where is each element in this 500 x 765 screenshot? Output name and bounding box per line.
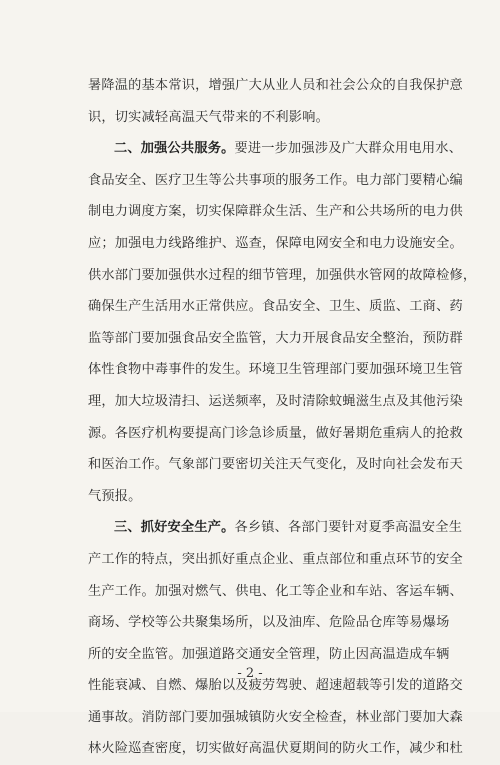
text-line: 性能衰减、自燃、爆胎以及疲劳驾驶、超速超载等引发的道路交 bbox=[88, 678, 463, 694]
section-heading-3: 三、抓好安全生产。 bbox=[114, 520, 235, 536]
text-line: 体性食物中毒事件的发生。环境卫生管理部门要加强环境卫生管 bbox=[88, 362, 463, 378]
text-line: 通事故。消防部门要加强城镇防火安全检查，林业部门要加大森 bbox=[88, 709, 463, 725]
text-line: 监等部门要加强食品安全监管，大力开展食品安全整治，预防群 bbox=[88, 330, 463, 346]
text-line: 和医治工作。气象部门要密切关注天气变化，及时向社会发布天 bbox=[88, 457, 463, 473]
text-line: 识，切实减轻高温天气带来的不利影响。 bbox=[88, 109, 329, 125]
text-line: 产工作的特点，突出抓好重点企业、重点部位和重点环节的安全 bbox=[88, 551, 463, 567]
text-line: 商场、学校等公共聚集场所，以及油库、危险品仓库等易爆场 bbox=[88, 615, 450, 631]
page-number: - 2 - bbox=[237, 666, 263, 681]
section-paragraph-3 bbox=[88, 512, 463, 544]
text-line: 暑降温的基本常识，增强广大从业人员和社会公众的自我保护意 bbox=[88, 78, 463, 93]
text-line: 源。各医疗机构要提高门诊急诊质量，做好暑期危重病人的抢救 bbox=[88, 425, 463, 441]
text-line: 气预报。 bbox=[88, 488, 142, 504]
text-line: 所的安全监管。加强道路交通安全管理，防止因高温造成车辆 bbox=[88, 646, 450, 662]
text-line: 林火险巡查密度，切实做好高温伏夏期间的防火工作，减少和杜 bbox=[88, 741, 463, 757]
text-line: 应；加强电力线路维护、巡查，保障电网安全和电力设施安全。 bbox=[88, 235, 463, 251]
text-line: 确保生产生活用水正常供应。食品安全、卫生、质监、工商、药 bbox=[88, 299, 463, 315]
section-heading-2: 二、加强公共服务。 bbox=[114, 141, 235, 157]
text-line: 制电力调度方案，切实保障群众生活、生产和公共场所的电力供 bbox=[88, 204, 463, 220]
text-line: 理，加大垃圾清扫、运送频率，及时清除蚊蝇滋生点及其他污染 bbox=[88, 393, 463, 409]
text-line: 各乡镇、各部门要针对夏季高温安全生 bbox=[234, 520, 463, 536]
text-line: 供水部门要加强供水过程的细节管理，加强供水管网的故障检修， bbox=[88, 267, 477, 283]
text-line: 生产工作。加强对燃气、供电、化工等企业和车站、客运车辆、 bbox=[88, 583, 463, 599]
document-body bbox=[88, 70, 477, 765]
text-line: 要进一步加强涉及广大群众用电用水、 bbox=[234, 141, 463, 157]
section-paragraph-2 bbox=[88, 133, 463, 165]
text-line: 食品安全、医疗卫生等公共事项的服务工作。电力部门要精心编 bbox=[88, 172, 463, 188]
